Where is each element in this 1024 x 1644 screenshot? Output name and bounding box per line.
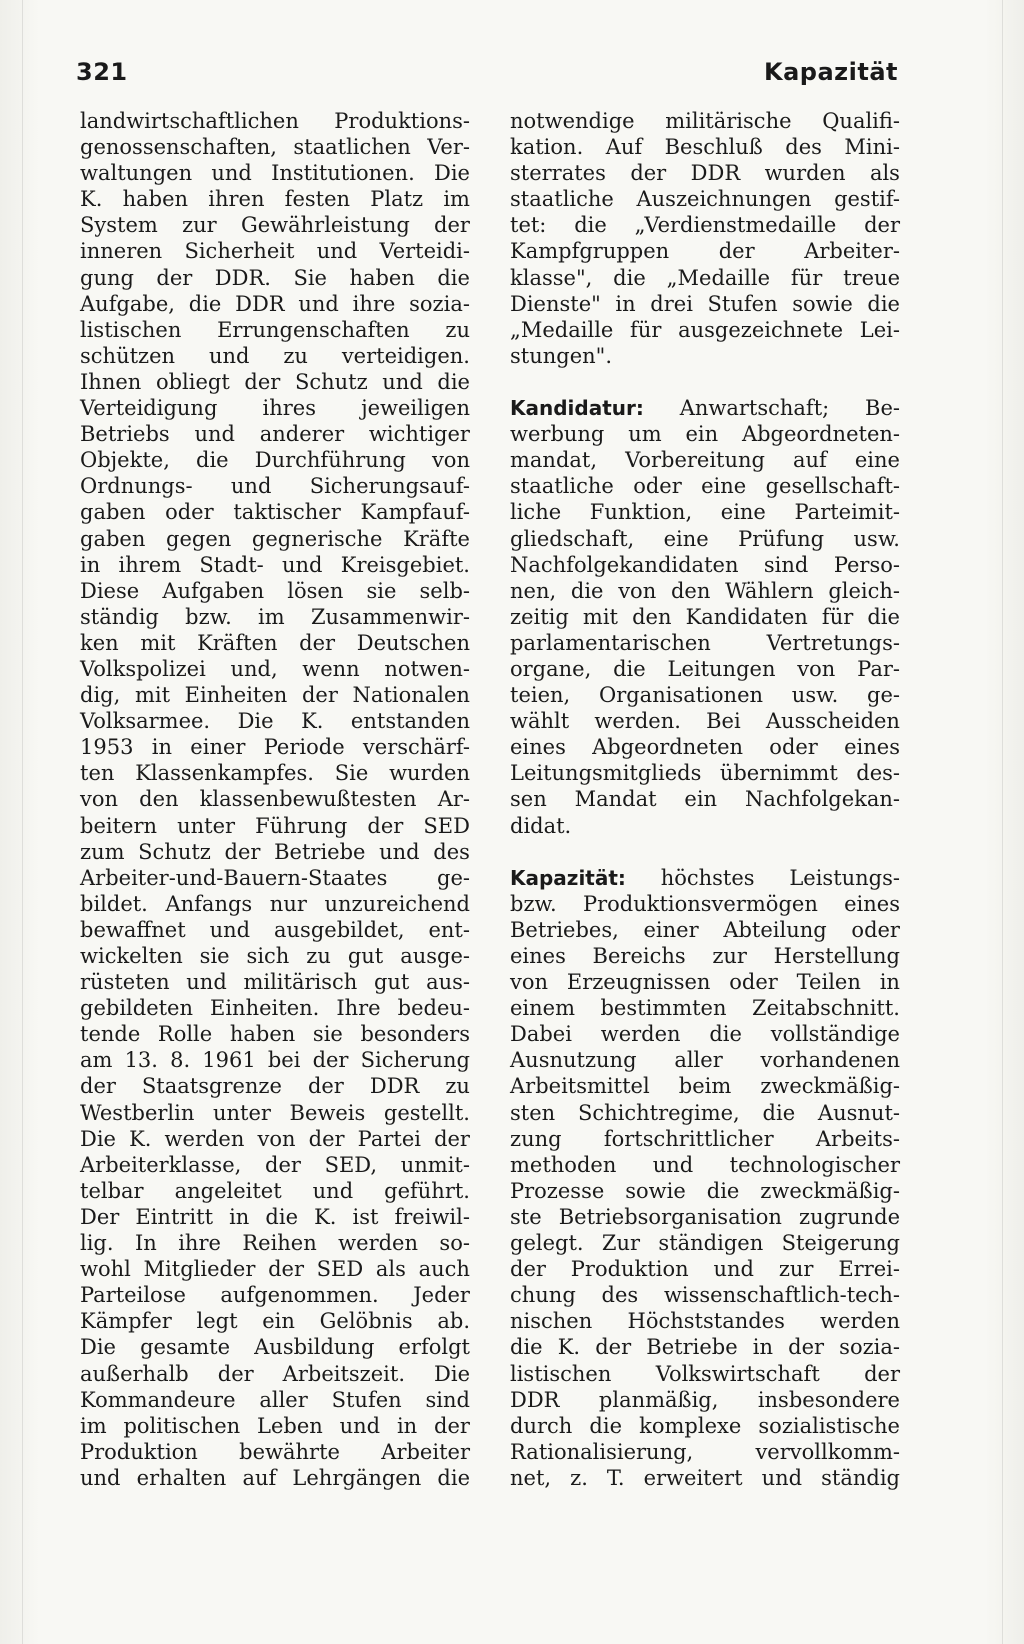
- text-line: von Erzeugnissen oder Teilen in: [510, 970, 900, 995]
- text-line: Rationalisierung, vervollkomm-: [510, 1439, 900, 1464]
- text-line: Arbeiter-und-Bauern-Staates ge-: [80, 865, 470, 890]
- text-line: tende Rolle haben sie besonders: [80, 1022, 470, 1047]
- text-line: beitern unter Führung der SED: [80, 813, 470, 838]
- text-line: stungen".: [510, 343, 612, 368]
- paragraph-gap: [510, 839, 900, 865]
- text-line: Kapazität: höchstes Leistungs-: [510, 865, 900, 890]
- text-line: Dienste" in drei Stufen sowie die: [510, 291, 900, 316]
- text-line: wählt werden. Bei Ausscheiden: [510, 709, 900, 734]
- text-line: genossenschaften, staatlichen Ver-: [80, 135, 470, 160]
- text-line: bewaffnet und ausgebildet, ent-: [80, 917, 470, 942]
- text-line: Verteidigung ihres jeweiligen: [80, 396, 470, 421]
- text-line: 1953 in einer Periode verschärf-: [80, 735, 470, 760]
- text-line: chung des wissenschaftlich-tech-: [510, 1283, 900, 1308]
- text-line: nen, die von den Wählern gleich-: [510, 578, 900, 603]
- text-line: listischen Errungenschaften zu: [80, 317, 470, 342]
- text-line: kation. Auf Beschluß des Mini-: [510, 135, 900, 160]
- text-line: staatliche oder eine gesellschaft-: [510, 474, 900, 499]
- text-column-right: [510, 108, 900, 1491]
- text-line: System zur Gewährleistung der: [80, 213, 470, 238]
- text-line: landwirtschaftlichen Produktions-: [80, 109, 470, 133]
- text-line: von den klassenbewußtesten Ar-: [80, 787, 470, 812]
- text-line: bzw. Produktionsvermögen eines: [510, 891, 900, 916]
- text-line: in ihrem Stadt- und Kreisgebiet.: [80, 552, 470, 577]
- text-line: schützen und zu verteidigen.: [80, 343, 470, 368]
- text-line: sterrates der DDR wurden als: [510, 161, 900, 186]
- text-line: notwendige militärische Qualifi-: [510, 109, 900, 133]
- text-line: Kommandeure aller Stufen sind: [80, 1387, 470, 1412]
- text-line: „Medaille für ausgezeichnete Lei-: [510, 317, 900, 342]
- text-line: durch die komplexe sozialistische: [510, 1413, 900, 1438]
- text-line: inneren Sicherheit und Verteidi-: [80, 239, 470, 264]
- text-line: zung fortschrittlicher Arbeits-: [510, 1126, 900, 1151]
- text-line: Kampfgruppen der Arbeiter-: [510, 239, 900, 264]
- text-line: werbung um ein Abgeordneten-: [510, 422, 900, 447]
- text-line: Diese Aufgaben lösen sie selb-: [80, 578, 470, 603]
- text-line: außerhalb der Arbeitszeit. Die: [80, 1361, 470, 1386]
- text-line: gung der DDR. Sie haben die: [80, 265, 470, 290]
- text-line: Die K. werden von der Partei der: [80, 1126, 470, 1151]
- text-line: einem bestimmten Zeitabschnitt.: [510, 996, 900, 1021]
- text-line: Aufgabe, die DDR und ihre sozia-: [80, 291, 470, 316]
- text-line: Die gesamte Ausbildung erfolgt: [80, 1335, 470, 1360]
- text-line: ken mit Kräften der Deutschen: [80, 630, 470, 655]
- text-line: tet: die „Verdienstmedaille der: [510, 213, 900, 238]
- text-line: wickelten sie sich zu gut ausge-: [80, 944, 470, 968]
- text-line: Ausnutzung aller vorhandenen: [510, 1048, 900, 1073]
- text-line: gebildeten Einheiten. Ihre bedeu-: [80, 996, 470, 1021]
- paragraph-gap: [510, 369, 900, 395]
- text-line: Westberlin unter Beweis gestellt.: [80, 1100, 470, 1125]
- text-line: parlamentarischen Vertretungs-: [510, 630, 900, 655]
- text-line: Ihnen obliegt der Schutz und die: [80, 369, 470, 394]
- text-line: Produktion bewährte Arbeiter: [80, 1439, 470, 1464]
- text-line: Kämpfer legt ein Gelöbnis ab.: [80, 1309, 470, 1334]
- page-number: 321: [76, 58, 128, 86]
- text-line: dig, mit Einheiten der Nationalen: [80, 683, 470, 708]
- text-line: liche Funktion, eine Parteimit-: [510, 500, 900, 525]
- text-line: sen Mandat ein Nachfolgekan-: [510, 787, 900, 812]
- text-line: waltungen und Institutionen. Die: [80, 161, 470, 186]
- text-line: organe, die Leitungen von Par-: [510, 656, 900, 681]
- text-line: Prozesse sowie die zweckmäßig-: [510, 1178, 900, 1203]
- text-line: didat.: [510, 813, 572, 838]
- text-line: Betriebs und anderer wichtiger: [80, 422, 470, 447]
- text-line: Der Eintritt in die K. ist freiwil-: [80, 1204, 470, 1229]
- text-column-left: [80, 108, 470, 1491]
- text-line: mandat, Vorbereitung auf eine: [510, 448, 900, 473]
- text-line: lig. In ihre Reihen werden so-: [80, 1231, 470, 1256]
- text-line: Objekte, die Durchführung von: [80, 448, 470, 473]
- scan-edge-line: [1002, 0, 1003, 1644]
- text-line: Leitungsmitglieds übernimmt des-: [510, 761, 900, 786]
- running-head: Kapazität: [763, 58, 898, 86]
- text-line: gaben gegen gegnerische Kräfte: [80, 526, 470, 551]
- text-line: bildet. Anfangs nur unzureichend: [80, 891, 470, 916]
- text-line: rüsteten und militärisch gut aus-: [80, 970, 470, 995]
- text-line: ständig bzw. im Zusammenwir-: [80, 604, 470, 629]
- text-line: der Staatsgrenze der DDR zu: [80, 1074, 470, 1099]
- text-line: DDR planmäßig, insbesondere: [510, 1387, 900, 1412]
- text-line: im politischen Leben und in der: [80, 1413, 470, 1438]
- text-line: teien, Organisationen usw. ge-: [510, 683, 900, 708]
- text-line: gaben oder taktischer Kampfauf-: [80, 500, 470, 525]
- text-line: methoden und technologischer: [510, 1152, 900, 1177]
- text-line: K. haben ihren festen Platz im: [80, 187, 470, 212]
- text-line: ste Betriebsorganisation zugrunde: [510, 1204, 900, 1229]
- text-line: staatliche Auszeichnungen gestif-: [510, 187, 900, 212]
- text-line: sten Schichtregime, die Ausnut-: [510, 1100, 900, 1125]
- text-line: Parteilose aufgenommen. Jeder: [80, 1283, 470, 1308]
- text-line: Arbeitsmittel beim zweckmäßig-: [510, 1074, 900, 1099]
- text-line: Betriebes, einer Abteilung oder: [510, 917, 900, 942]
- text-line: zum Schutz der Betriebe und des: [80, 839, 470, 864]
- text-line: wohl Mitglieder der SED als auch: [80, 1257, 470, 1282]
- text-line: listischen Volkswirtschaft der: [510, 1361, 900, 1386]
- text-line: am 13. 8. 1961 bei der Sicherung: [80, 1048, 470, 1073]
- text-line: zeitig mit den Kandidaten für die: [510, 604, 900, 629]
- text-line: eines Abgeordneten oder eines: [510, 735, 900, 760]
- scan-edge-line: [22, 0, 23, 1644]
- text-line: Dabei werden die vollständige: [510, 1022, 900, 1047]
- text-line: Ordnungs- und Sicherungsauf-: [80, 474, 470, 499]
- text-line: Nachfolgekandidaten sind Perso-: [510, 552, 900, 577]
- text-line: telbar angeleitet und geführt.: [80, 1178, 470, 1203]
- text-line: ten Klassenkampfes. Sie wurden: [80, 761, 470, 786]
- text-line: gliedschaft, eine Prüfung usw.: [510, 526, 900, 551]
- text-line: der Produktion und zur Errei-: [510, 1257, 900, 1282]
- text-line: nischen Höchststandes werden: [510, 1309, 900, 1334]
- text-line: Volksarmee. Die K. entstanden: [80, 709, 470, 734]
- text-line: Arbeiterklasse, der SED, unmit-: [80, 1152, 470, 1177]
- text-line: und erhalten auf Lehrgängen die: [80, 1465, 470, 1490]
- text-line: gelegt. Zur ständigen Steigerung: [510, 1231, 900, 1256]
- text-line: Volkspolizei und, wenn notwen-: [80, 656, 470, 681]
- text-line: klasse", die „Medaille für treue: [510, 265, 900, 290]
- text-line: eines Bereichs zur Herstellung: [510, 944, 900, 968]
- text-line: die K. der Betriebe in der sozia-: [510, 1335, 900, 1360]
- text-line: Kandidatur: Anwartschaft; Be-: [510, 396, 900, 421]
- text-line: net, z. T. erweitert und ständig: [510, 1465, 900, 1490]
